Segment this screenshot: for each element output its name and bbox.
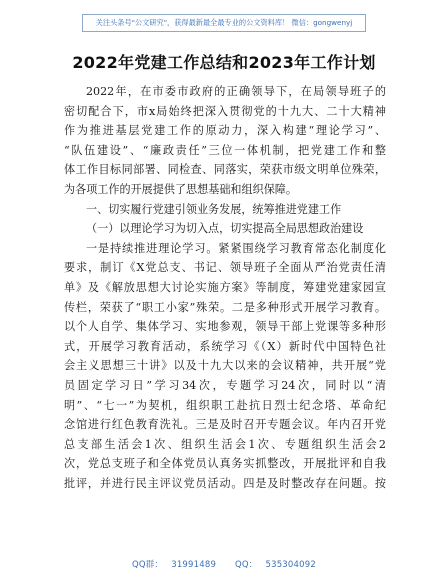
paragraph-line: 要求，制订《X党总支、书记、领导班子全面从严治党责任清 <box>64 261 386 275</box>
qq-number: 535304092 <box>265 560 316 570</box>
document-title: 2022年党建工作总结和2023年工作计划 <box>72 53 376 72</box>
paragraph-line: 式，开展学习教育活动，系统学习《（X）新时代中国特色社 <box>64 339 386 353</box>
paragraph-line: 2022年，在市委市政府的正确领导下，在局领导班子的 <box>86 85 386 98</box>
paragraph-line: 念馆进行红色教育洗礼。三是及时召开专题会议。年内召开党 <box>64 418 386 432</box>
paragraph-line: 员固定学习日”学习34次，专题学习24次，同时以“清 <box>64 378 386 392</box>
qq-group-number: 31991489 <box>171 560 217 570</box>
subsection-heading: （一）以理论学习为切入点，切实提高全局思想政治建设 <box>86 222 364 236</box>
section-heading: 一、切实履行党建引领业务发展，统筹推进党建工作 <box>86 202 342 216</box>
footer-contact <box>0 558 448 570</box>
paragraph-line: 为各项工作的开展提供了思想基础和组织保障。 <box>64 182 297 196</box>
paragraph-line: 次，党总支班子和全体党员认真务实抓整改，开展批评和自我 <box>64 457 386 471</box>
qq-label: QQ： <box>235 560 258 570</box>
paragraph-line: 明”、“七一”为契机，组织职工赴抗日烈士纪念塔、革命纪 <box>64 398 386 412</box>
paragraph-line: 作为推进基层党建工作的原动力，深入构建“理论学习”、 <box>64 124 386 138</box>
paragraph-line: 体工作目标同部署、同检查、同落实，荣获市级文明单位殊荣， <box>64 163 386 177</box>
document-body <box>64 82 386 493</box>
paragraph-line: 密切配合下，市x局始终把深入贯彻党的十九大、二十大精神 <box>64 104 386 118</box>
paragraph-line: 一是持续推进理论学习。紧紧围绕学习教育常态化制度化 <box>86 241 386 255</box>
qq-group-label: QQ群： <box>132 560 164 570</box>
paragraph-line: 单》及《解放思想大讨论实施方案》等制度，筹建党建家园宣 <box>64 280 386 294</box>
paragraph-line: 批评，并进行民主评议党员活动。四是及时整改存在问题。按 <box>64 476 386 490</box>
promo-banner: 关注头条号"公文研究"，获得最新最全最专业的公文资料库！ 微信：gongwenyj <box>82 14 366 32</box>
paragraph-line: “队伍建设”、“廉政责任”三位一体机制，把党建工作和整 <box>64 143 386 157</box>
paragraph-line: 传栏，荣获了“职工小家”殊荣。二是多种形式开展学习教育。 <box>64 300 386 314</box>
paragraph-line: 会主义思想三十讲》以及十九大以来的会议精神，共开展“党 <box>64 359 386 373</box>
paragraph-line: 以个人自学、集体学习、实地参观，领导干部上党课等多种形 <box>64 320 386 334</box>
paragraph-line: 总支部生活会1次、组织生活会1次、专题组织生活会2 <box>64 437 386 451</box>
qq-contact <box>231 560 320 570</box>
qq-group <box>128 560 220 570</box>
